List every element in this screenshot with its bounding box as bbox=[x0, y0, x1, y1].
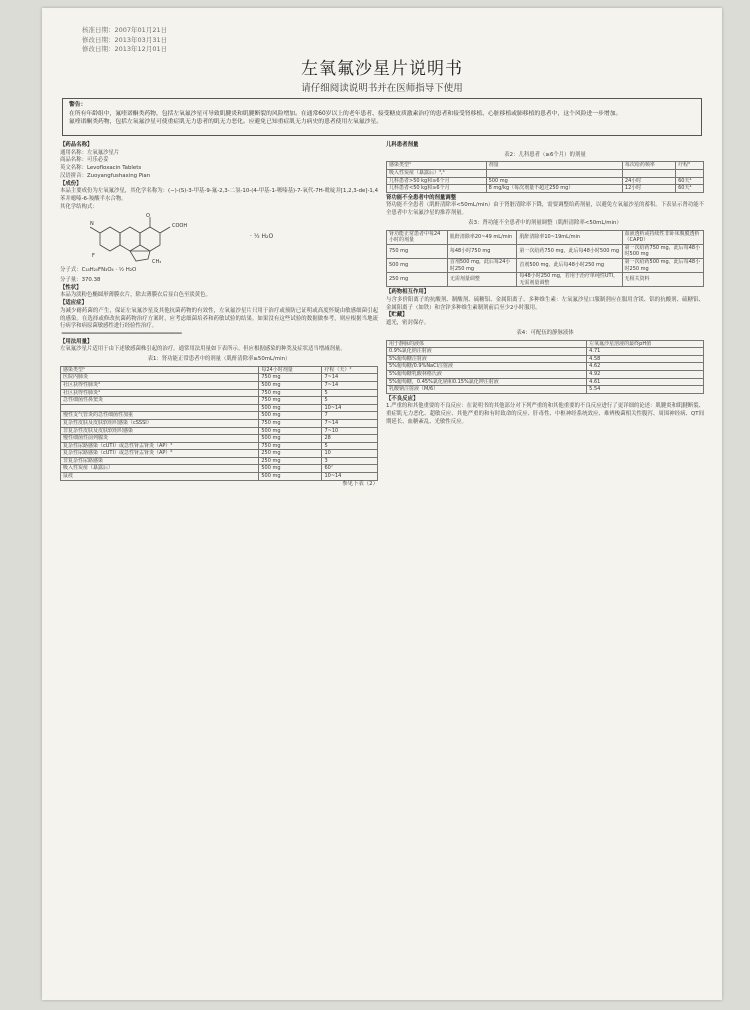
warning-title: 警告： bbox=[69, 102, 87, 108]
table-cell: 4.61 bbox=[587, 378, 704, 386]
table-cell: 5%葡萄糖注射液 bbox=[387, 355, 587, 363]
table-cell: 7 bbox=[322, 412, 378, 420]
table-cell: 鼠疫 bbox=[61, 473, 259, 481]
indication-text: 为减少耐药菌的产生，保证左氧氟沙星及其他抗菌药物的有效性，左氧氟沙星片只用于治疗或预防已证明或高度怀疑由敏感细菌引起的感染。在选择或修改抗菌药物治疗方案时，应考虑细菌培养和药敏试验的结果。如果没有这些试验的数据做参考，则应根据当地流行病学和病原菌敏感性进行经验性治疗。 bbox=[60, 307, 378, 330]
table-cell: 500 mg bbox=[259, 435, 322, 443]
table-cell bbox=[61, 404, 259, 412]
table-cell: 慢性支气管炎的急性细菌性加重 bbox=[61, 412, 259, 420]
table-cell: 5 bbox=[322, 389, 378, 397]
section-heading: 【贮藏】 bbox=[386, 312, 408, 319]
table-cell: 250 mg bbox=[387, 273, 448, 287]
table-cell: 医院内肺炎 bbox=[61, 374, 259, 382]
table-header-cell: 左氧氟沙星溶液的最终pH值 bbox=[587, 340, 704, 348]
table-row bbox=[61, 381, 378, 389]
dosage-table bbox=[60, 366, 378, 481]
table-cell: 复杂性尿路感染（cUTI）或急性肾盂肾炎（AP）⁵ bbox=[61, 442, 259, 450]
table-cell: 10~14 bbox=[322, 404, 378, 412]
table-row bbox=[61, 419, 378, 427]
table-row bbox=[61, 397, 378, 405]
table-cell: 500 mg bbox=[486, 177, 622, 185]
table-cell: 4.58 bbox=[587, 355, 704, 363]
table-cell: 7~14 bbox=[322, 374, 378, 382]
table-cell bbox=[486, 170, 622, 178]
section-heading: 【成份】 bbox=[60, 180, 82, 187]
table-cell: 500 mg bbox=[259, 427, 322, 435]
table-cell: 无需剂量调整 bbox=[447, 273, 516, 287]
table-row bbox=[387, 185, 704, 193]
pinyin-name: 汉语拼音：Zuoyangfushaxing Pian bbox=[60, 172, 151, 179]
table-cell: 每48小时250 mg，若用于治疗单纯性UTI，无需剂量调整 bbox=[517, 273, 622, 287]
table-cell: 7~14 bbox=[322, 419, 378, 427]
table-cell: 750 mg bbox=[259, 389, 322, 397]
table-cell: 24小时 bbox=[622, 177, 675, 185]
table-row bbox=[61, 457, 378, 465]
table-cell: 10~14 bbox=[322, 473, 378, 481]
table-cell: 5%葡萄糖，0.45%氯化钠和0.15%氯化钾注射液 bbox=[387, 378, 587, 386]
renal-text: 肾功能不全患者（肌酐清除率<50mL/min）由于肾脏清除率下降，需要调整给药剂量，以避免左氧氟沙星的蓄积。下表显示肾功能不全患者中左氧氟沙星的推荐剂量。 bbox=[386, 202, 704, 217]
table-caption: 表4：可配伍的静脉液体 bbox=[516, 329, 574, 336]
table-cell bbox=[622, 170, 675, 178]
table-cell: 首剂500 mg，此后每48小时250 mg bbox=[517, 258, 622, 272]
section-heading: 【药品名称】 bbox=[60, 142, 93, 148]
section-heading: 【适应症】 bbox=[60, 300, 87, 307]
svg-text:COOH: COOH bbox=[172, 223, 188, 230]
table-row bbox=[61, 435, 378, 443]
table-cell: 250 mg bbox=[259, 450, 322, 458]
table-note: 参见下表（2） bbox=[342, 480, 378, 487]
table-row bbox=[61, 473, 378, 481]
table-cell: 5 bbox=[322, 442, 378, 450]
table-row bbox=[61, 389, 378, 397]
table-cell: 750 mg bbox=[387, 244, 448, 258]
table-cell: 750 mg bbox=[259, 374, 322, 382]
table-cell: 8 mg/kg（每次剂量不超过250 mg） bbox=[486, 185, 622, 193]
table-cell: 第一次给药750 mg，此后每48小时500 mg bbox=[622, 244, 703, 258]
hydrate-label: · ½ H₂O bbox=[250, 233, 274, 241]
table-header-cell: 肌酐清除率10~19mL/min bbox=[517, 230, 622, 244]
section-heading: 肾功能不全患者中的剂量调整 bbox=[386, 194, 457, 201]
table-cell: 28 bbox=[322, 435, 378, 443]
section-heading: 儿科患者剂量 bbox=[386, 142, 419, 148]
table-cell: 急性细菌性鼻窦炎 bbox=[61, 397, 259, 405]
table-cell: 60天⁴ bbox=[676, 177, 704, 185]
table-cell: 5.54 bbox=[587, 386, 704, 394]
table-cell: 非复杂性皮肤及皮肤软组织感染 bbox=[61, 427, 259, 435]
table-header-cell: 感染类型¹ bbox=[61, 366, 259, 374]
table-row bbox=[387, 170, 704, 178]
table-cell: 500 mg bbox=[259, 412, 322, 420]
left-column bbox=[60, 142, 378, 488]
generic-name: 通用名称：左氧氟沙星片 bbox=[60, 149, 120, 156]
warning-box bbox=[62, 98, 702, 136]
table-cell: 复杂性皮肤及皮肤软组织感染（cSSSI） bbox=[61, 419, 259, 427]
table-row bbox=[61, 442, 378, 450]
table-cell bbox=[676, 170, 704, 178]
table-cell: 5%葡萄糖/0.9%NaCl注射液 bbox=[387, 363, 587, 371]
composition-text: 本品主要成份为左氧氟沙星，其化学名称为：(−)-(S)-3-甲基-9-氟-2,3-二氢-10-(4-甲基-1-哌嗪基)-7-氧代-7H-吡啶并[1,2,3-de]-1,4苯并噁嗪-6-羧酸半水合物。 bbox=[60, 188, 378, 202]
table-cell: 儿科患者>50 kg和≥6个月 bbox=[387, 177, 487, 185]
dosage-text: 左氧氟沙星片适用于由下述敏感菌株引起的治疗。通常用法用量如下表所示。但应根据感染的种类及症状适当增减剂量。 bbox=[60, 346, 346, 353]
table-cell: 0.9%氯化钠注射液 bbox=[387, 348, 587, 356]
table-cell: 500 mg bbox=[259, 381, 322, 389]
table-cell: 500 mg bbox=[259, 404, 322, 412]
page-title: 左氧氟沙星片说明书 bbox=[301, 59, 463, 79]
table-header-cell: 感染类型¹ bbox=[387, 162, 487, 170]
pediatric-dosage-table bbox=[386, 161, 704, 192]
molecular-weight: 分子量：370.38 bbox=[60, 277, 101, 284]
table-cell: 首剂500 mg，此后每24小时250 mg bbox=[447, 258, 516, 272]
table-row bbox=[387, 370, 704, 378]
table-caption: 表2：儿科患者（≥6个月）的剂量 bbox=[504, 151, 586, 158]
table-cell: 非复杂性尿路感染 bbox=[61, 457, 259, 465]
table-cell: 第一次给药500 mg，此后每48小时250 mg bbox=[622, 258, 703, 272]
table-cell: 吸入性炭疽（暴露后） bbox=[61, 465, 259, 473]
table-header-cell: 每次给药频率 bbox=[622, 162, 675, 170]
table-cell: 500 mg bbox=[387, 258, 448, 272]
table-cell: 每48小时750 mg bbox=[447, 244, 516, 258]
table-header-cell: 肾功能正常患者中每24小时的剂量 bbox=[387, 230, 448, 244]
warning-line: 氟喹诺酮类药物，包括左氧氟沙星可使重症肌无力患者的肌无力恶化。应避免已知重症肌无力病史的患者使用左氧氟沙星。 bbox=[69, 119, 383, 125]
table-cell: 7~10 bbox=[322, 427, 378, 435]
interaction-text: 与含多价阳离子的抗酸剂、制酸剂、硫糖铝、金属阳离子、多种维生素：左氧氟沙星口服制剂应在服用含镁、铝的抗酸剂、硫糖铝、金属阳离子（如铁）和含锌多种维生素制剂前后至少2小时服用。 bbox=[386, 297, 704, 311]
property-text: 本品为淡粉色椭圆形薄膜衣片，除去薄膜衣后显白色至淡黄色。 bbox=[60, 292, 211, 299]
table-cell: 250 mg bbox=[259, 457, 322, 465]
table-row bbox=[61, 374, 378, 382]
table-header-cell: 疗程² bbox=[676, 162, 704, 170]
molecular-formula: 分子式：C₁₈H₂₀FN₃O₄ · ½ H₂O bbox=[60, 267, 137, 274]
table-cell: 无相关资料 bbox=[622, 273, 703, 287]
table-cell: 4.62 bbox=[587, 363, 704, 371]
table-cell: 500 mg bbox=[259, 465, 322, 473]
table-cell: 乳酸钠注射液（M/6） bbox=[387, 386, 587, 394]
table-cell: 儿科患者<50 kg和≥6个月 bbox=[387, 185, 487, 193]
table-header-cell: 疗程（天）² bbox=[322, 366, 378, 374]
chemical-structure bbox=[60, 213, 378, 265]
table-header-cell: 用于静脉的液体 bbox=[387, 340, 587, 348]
adverse-text: 1.严重的和其他重要的不良反应：在说明书的其他部分对下列严重的和其他重要的不良反应进行了更详细的论述：肌腱炎和肌腱断裂、重症肌无力恶化、超敏反应、其他严重的和有时致命的反应、肝毒性、中枢神经系统效应、难辨梭菌相关性腹泻、周围神经病、QT间期延长、血糖紊乱、光敏性反应。 bbox=[386, 403, 704, 425]
table-row bbox=[61, 450, 378, 458]
iv-fluid-table bbox=[386, 340, 704, 394]
storage-text: 遮光，密封保存。 bbox=[386, 320, 430, 327]
table-row bbox=[387, 177, 704, 185]
table-row bbox=[387, 378, 704, 386]
table-row bbox=[387, 273, 704, 287]
table-cell: 社区获得性肺炎⁴ bbox=[61, 389, 259, 397]
section-heading: 【用法用量】 bbox=[60, 338, 93, 345]
revise-date-2: 修改日期：2013年12月01日 bbox=[82, 45, 168, 53]
table-cell: 10 bbox=[322, 450, 378, 458]
table-cell: 60天⁴ bbox=[676, 185, 704, 193]
section-heading: 【药物相互作用】 bbox=[386, 289, 430, 296]
table-header-cell: 剂量 bbox=[486, 162, 622, 170]
table-row bbox=[387, 258, 704, 272]
table-header-cell: 血液透析或持续性非卧床腹膜透析（CAPD） bbox=[622, 230, 703, 244]
revise-date-1: 修改日期：2013年03月31日 bbox=[82, 35, 168, 44]
body-text-block: ━━━━━━━━━━━━━━━━━━━━━━━━━━━━━━━━━━━━━ bbox=[60, 330, 182, 337]
date-stamp bbox=[82, 26, 167, 55]
leaflet-page bbox=[42, 8, 722, 1000]
svg-text:CH₃: CH₃ bbox=[152, 259, 162, 266]
table-row bbox=[387, 244, 704, 258]
svg-text:N: N bbox=[90, 221, 94, 228]
table-caption: 表1：肾功能正常患者中的剂量（肌酐清除率≥50mL/min） bbox=[147, 356, 291, 363]
table-cell: 5%葡萄糖乳酸林格氏液 bbox=[387, 370, 587, 378]
section-heading: 【不良反应】 bbox=[386, 395, 419, 402]
table-row bbox=[61, 412, 378, 420]
table-cell: 3 bbox=[322, 457, 378, 465]
table-cell: 12小时 bbox=[622, 185, 675, 193]
table-cell: 750 mg bbox=[259, 397, 322, 405]
table-cell: 慢性细菌性前列腺炎 bbox=[61, 435, 259, 443]
approve-date: 核准日期：2007年01月21日 bbox=[82, 26, 168, 34]
svg-text:O: O bbox=[146, 213, 150, 220]
table-cell: 750 mg bbox=[259, 419, 322, 427]
english-name: 英文名称：Levofloxacin Tablets bbox=[60, 165, 142, 172]
table-cell: 复杂性尿路感染（cUTI）或急性肾盂肾炎（AP）⁶ bbox=[61, 450, 259, 458]
renal-dosage-table bbox=[386, 230, 704, 288]
table-cell: 吸入性炭疽（暴露后）³,⁴ bbox=[387, 170, 487, 178]
table-header-cell: 肌酐清除率20~49 mL/min bbox=[447, 230, 516, 244]
table-header-cell: 每24小时剂量 bbox=[259, 366, 322, 374]
structure-label: 其化学结构式： bbox=[60, 203, 98, 210]
section-heading: 【性状】 bbox=[60, 284, 82, 291]
table-row bbox=[387, 363, 704, 371]
svg-text:F: F bbox=[92, 253, 95, 260]
warning-line: 在所有年龄组中，氟喹诺酮类药物，包括左氧氟沙星可导致肌腱炎和肌腱断裂的风险增加。在通常60岁以上的老年患者、接受糖皮质激素治疗的患者和接受肾移植、心脏移植或肺移植的患者中，这个风险进一步增加。 bbox=[69, 110, 622, 117]
table-row bbox=[61, 427, 378, 435]
table-cell: 5 bbox=[322, 397, 378, 405]
table-cell: 社区获得性肺炎³ bbox=[61, 381, 259, 389]
table-row bbox=[387, 355, 704, 363]
trade-name: 商品名称：可乐必妥 bbox=[60, 157, 109, 164]
table-cell: 7~14 bbox=[322, 381, 378, 389]
table-cell: 4.92 bbox=[587, 370, 704, 378]
right-column bbox=[386, 142, 704, 427]
table-caption: 表3：肾功能不全患者中的剂量调整（肌酐清除率<50mL/min） bbox=[468, 219, 622, 226]
table-row bbox=[61, 404, 378, 412]
table-cell: 60⁷ bbox=[322, 465, 378, 473]
table-cell: 4.71 bbox=[587, 348, 704, 356]
table-cell: 第一次给药750 mg，此后每48小时500 mg bbox=[517, 244, 622, 258]
table-cell: 500 mg bbox=[259, 473, 322, 481]
table-row bbox=[61, 465, 378, 473]
table-cell: 750 mg bbox=[259, 442, 322, 450]
table-row bbox=[387, 386, 704, 394]
table-row bbox=[387, 348, 704, 356]
page-subtitle: 请仔细阅读说明书并在医师指导下使用 bbox=[301, 83, 463, 94]
structure-drawing bbox=[90, 213, 250, 265]
